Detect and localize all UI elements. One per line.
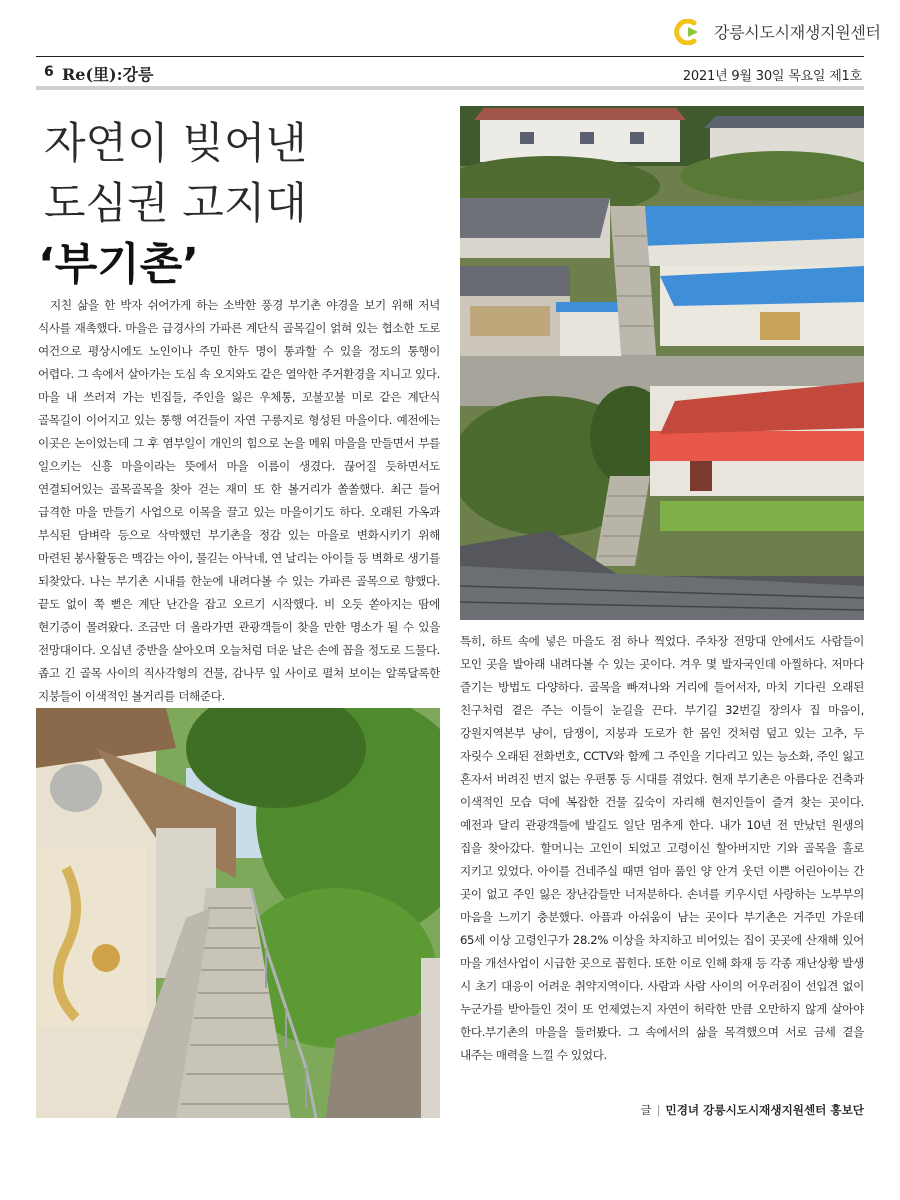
byline-author: 민경녀 강릉시도시재생지원센터 홍보단	[665, 1103, 864, 1117]
page-number: 6	[44, 64, 54, 80]
alley-stairs-photo	[36, 708, 440, 1118]
article-title-line-2: 도심권 고지대	[44, 179, 307, 229]
center-logo-icon	[672, 19, 706, 45]
byline: 글 | 민경녀 강릉시도시재생지원센터 홍보단	[640, 1103, 864, 1117]
header-rule	[36, 56, 864, 57]
header-bar	[36, 86, 864, 90]
section-name: Re(里):강릉	[62, 65, 154, 84]
article-body-right: 특히, 하트 속에 넣은 마을도 점 하나 찍었다. 주차장 전망대 안에서도 사람들이 모인 곳을 발아래 내려다볼 수 있는 곳이다. 겨우 몇 발자국인데 아찔하다. 저마다 즐기는 방법도 다양하다. 골목을 빠져나와 거리에 들어서자, 마치 기다린 오래된 친구처럼 곁은 주는 이들이 눈길을 끈다. 부기길 32번길 장의사 집 마음이, 강원지역본부 냥이, 담쟁이, 지붕과 도로가 한 몸인 것처럼 덮고 있는 고추, 두 자릿수 오래된 전화번호, CCTV와 함께 그 주인을 기다리고 있는 능소화, 주인 잃고 혼자서 버려진 번지 없는 우편통 등 시대를 겪었다. 현재 부기촌은 아름다운 건축과 이색적인 모습 덕에 복잡한 건물 깊숙이 자리해 현지인들이 즐겨 찾는 곳이다. 예전과 달리 관광객들에 발길도 일단 멈추게 한다. 내가 10년 전 만났던 원생의 집을 찾아갔다. 할머니는 고인이 되었고 고령이신 할아버지만 기와 골목을 홀로 지키고 있었다. 아이를 건네주실 때면 엄마 품인 양 안겨 웃던 이쁜 어린아이는 간 곳이 없고 주인 잃은 장난감들만 너저분하다. 손녀를 키우시던 사랑하는 노부부의 마음을 느끼기 충분했다. 아픔과 아쉬움이 남는 곳이다 부기촌은 거주민 가운데 65세 이상 고령인구가 28.2% 이상을 차지하고 비어있는 집이 곳곳에 산재해 있어 마을 개선사업이 시급한 곳으로 꼽힌다. 또한 이로 인해 화재 등 각종 재난상황 발생 시 초기 대응이 어려운 취약지역이다. 사람과 사람 사이의 어우러짐이 선입견 없이 누군가를 받아들인 것이 또 언제였는지 자연이 허락한 만큼 오만하지 않게 살아야 한다.부기촌의 마을을 둘러봤다. 그 속에서의 삶을 목격했으며 서로 금세 곁을 내주는 매력을 느낄 수 있었다.	[460, 634, 864, 1062]
article-title-line-1: 자연이 빚어낸	[44, 119, 307, 169]
issue-date: 2021년 9월 30일 목요일 제1호	[682, 69, 862, 84]
org-name: 강릉시도시재생지원센터	[714, 23, 881, 42]
byline-label: 글	[640, 1103, 652, 1117]
village-rooftops-photo	[460, 106, 864, 620]
article-body-left: 지친 삶을 한 박자 쉬어가게 하는 소박한 풍경 부기촌 야경을 보기 위해 저녁 식사를 재촉했다. 마을은 급경사의 가파른 계단식 골목길이 얽혀 있는 협소한 도로 여건으로 평상시에도 노인이나 주민 한두 명이 통과할 수 있을 정도의 통행이 어렵다. 그 속에서 살아가는 도심 속 오지와도 같은 열악한 주거환경을 지니고 있다. 마을 내 쓰러져 가는 빈집들, 주인을 잃은 우체통, 꼬불꼬불 미로 같은 계단식 골목길이 이어지고 있는 통행 여건들이 자연 구릉지로 형성된 마을이다. 예전에는 이곳은 논이었는데 그 후 염부일이 개인의 힘으로 논을 메워 마을을 만들면서 부를 일으키는 신흥 마을이라는 뜻에서 마을 이름이 생겼다. 끊어질 듯하면서도 연결되어있는 골목골목을 찾아 걷는 재미 또 한 볼거리가 쏠쏠했다. 최근 들어 급격한 마을 만들기 사업으로 이목을 끌고 있는 마을이기도 하다. 오래된 가옥과 부식된 담벼락 등으로 삭막했던 부기촌을 정감 있는 마을로 변화시키기 위해 마련된 봉사활동은 맥감는 아이, 물긷는 아낙네, 연 날리는 아이들 등 벽화로 생기를 되찾았다. 나는 부기촌 시내를 한눈에 내려다볼 수 있는 가파른 골목으로 향했다. 끝도 없이 쭉 뻗은 계단 난간을 잡고 오르기 시작했다. 비 오듯 쏟아지는 땀에 현기증이 몰려왔다. 조금만 더 올라가면 관광객들이 찾을 만한 명소가 될 수 있을 전망대이다. 오십년 중반을 살아오며 오늘처럼 더운 날은 손에 꼽을 정도로 드물다. 좁고 긴 골목 사이의 직사각형의 건물, 감나무 잎 사이로 펼쳐 보이는 알록달록한 지붕들이 이색적인 볼거리를 더해준다.	[38, 298, 440, 703]
article-title-line-3: ‘부기촌’	[38, 239, 199, 290]
